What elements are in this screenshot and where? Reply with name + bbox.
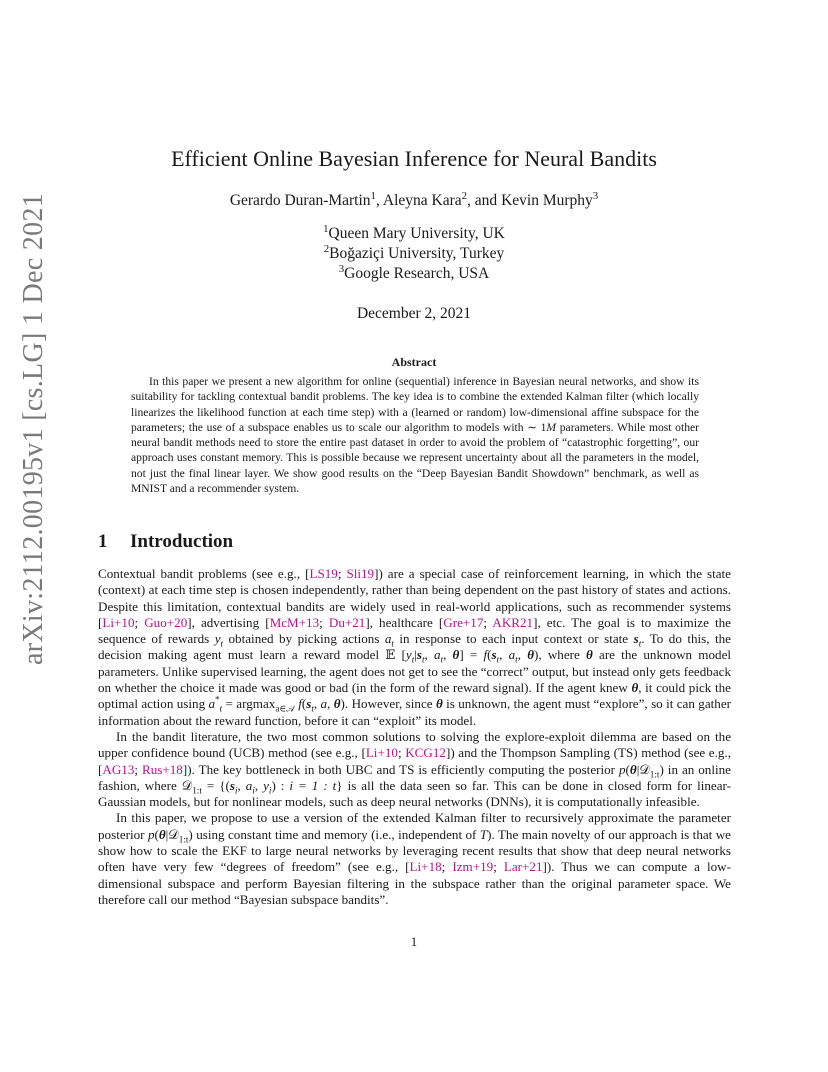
- citation-link[interactable]: LS19: [309, 566, 338, 581]
- optimal-action-equation: $a^*_t = argmax_{a\in 𝒜}$ $f(s_t$, a, θ): [208, 695, 345, 714]
- affiliation-mark: 2: [461, 189, 468, 202]
- section-heading: [98, 531, 233, 553]
- citation-link[interactable]: Guo+20: [144, 614, 188, 630]
- author-name: Kevin Murphy: [501, 192, 593, 209]
- dataset-equation: 𝒟$_{1:t}$ = {($s_i$, $a_i$, $y_i$) : i = 1 : t}: [181, 777, 343, 796]
- abstract-heading: Abstract: [391, 355, 437, 369]
- author-name: Gerardo Duran-Martin: [229, 192, 371, 209]
- citation-link[interactable]: McM+13: [269, 614, 320, 630]
- citation-link[interactable]: Rus+18: [142, 761, 183, 777]
- affiliation-list: [0, 224, 828, 284]
- affiliation-text: Queen Mary University, UK: [328, 225, 505, 242]
- citation-link[interactable]: AG13: [102, 761, 135, 777]
- abstract-text: [131, 374, 699, 496]
- affiliation-mark: 1: [323, 222, 329, 235]
- citation-link[interactable]: Li+18: [409, 859, 442, 875]
- page-number: 1: [410, 934, 418, 949]
- affiliation-text: Boğaziçi University, Turkey: [329, 245, 505, 262]
- arxiv-identifier: arXiv:2112.00195v1 [cs.LG] 1 Dec 2021: [18, 193, 49, 665]
- section-title: Introduction: [130, 531, 234, 552]
- section-number: 1: [98, 531, 108, 552]
- author-list: Gerardo Duran-Martin$^1$, Aleyna Kara$^2$, and Kevin Murphy$^3$: [229, 189, 599, 209]
- posterior-equation: p(θ|𝒟$_{1:t}$): [619, 761, 664, 780]
- reward-model-equation: 𝔼 [$y_t|s_t$, $a_t$, $\theta] = f(s_t$, $a_t$, θ): [385, 647, 539, 666]
- affiliation-mark: 2: [323, 242, 330, 255]
- citation-link[interactable]: Lar+21: [503, 859, 543, 875]
- paper-title: Efficient Online Bayesian Inference for Neural Bandits: [171, 146, 657, 171]
- citation-link[interactable]: Sli19: [346, 566, 375, 581]
- citation-link[interactable]: AKR21: [492, 614, 534, 630]
- affiliation-text: Google Research, USA: [344, 265, 490, 282]
- paragraph: Contextual bandit problems (see e.g., [LS19; Sli19]) are a special case of reinforcement learning, in which the state (context) at each time step is chosen independently, rather than being dependent on the past history of states and actions. Despite this limitation, contextual bandits are widely used in real-world applications, such as recommender systems [Li+10; Guo+20], advertising [McM+13; Du+21], healthcare [Gre+17; AKR21], etc. The goal is to maximize the sequence of rewards $y_t$ obtained by picking actions $a_t$ in response to each input context or state $s_t$. To do this, the decision making agent must learn a reward model 𝔼 [$y_t|s_t$, $a_t$, $\theta] = f(s_t$, $a_t$, θ), where θ are the unknown model parameters. Unlike supervised learning, the agent does not get to see the “correct” output, but instead only gets feedback on whether the choice it made was good or bad (in the form of the reward signal). If the agent knew θ, it could pick the optimal action using $a^*_t = argmax_{a\in 𝒜}$ $f(s_t$, a, θ). However, since θ is unknown, the agent must “explore”, so it can gather information about the reward function, before it can “exploit” its model.: [98, 566, 732, 728]
- citation-link[interactable]: Izm+19: [452, 859, 494, 875]
- abstract-segment: parameters. While most other neural bandit methods need to store the entire past dataset in order to avoid the problem of “catastrophic forgetting”, our approach uses constant memory. This is possible because we represent uncertainty about all the parameters in the model, not just the final linear layer. We show good results on the “Deep Bayesian Bandit Showdown” benchmark, as well as MNIST and a recommender system.: [131, 420, 699, 496]
- citation-link[interactable]: Du+21: [328, 614, 366, 630]
- paragraph: In this paper, we propose to use a version of the extended Kalman filter to recursively approximate the parameter posterior p(θ|𝒟$_{1:t}$) using constant time and memory (i.e., independent of T). The main novelty of our approach is that we show how to scale the EKF to large neural networks by leveraging recent results that show that deep neural networks often have very few “degrees of freedom” (see e.g., [Li+18; Izm+19; Lar+21]). Thus we can compute a low-dimensional subspace and perform Bayesian filtering in the subspace rather than the original parameter space. We therefore call our method “Bayesian subspace bandits”.: [98, 810, 731, 907]
- citation-link[interactable]: Gre+17: [443, 614, 484, 630]
- affiliation: [0, 264, 828, 284]
- citation-link[interactable]: KCG12: [405, 745, 446, 761]
- affiliation-mark: 3: [592, 189, 599, 202]
- affiliation-mark: 3: [338, 262, 345, 275]
- paragraph: In the bandit literature, the two most common solutions to solving the explore-exploit dilemma are based on the upper confidence bound (UCB) method (see e.g., [Li+10; KCG12]) and the Thompson Sampling (TS) method (see e.g., [AG13; Rus+18]). The key bottleneck in both UBC and TS is efficiently computing the posterior p(θ|𝒟$_{1:t}$) in an online fashion, where 𝒟$_{1:t}$ = {($s_i$, $a_i$, $y_i$) : i = 1 : t} is all the data seen so far. This can be done in closed form for linear-Gaussian models, but for nonlinear models, such as deep neural networks (DNNs), it is computationally infeasible.: [98, 728, 732, 810]
- paper-date: December 2, 2021: [356, 305, 472, 322]
- citation-link[interactable]: Li+10: [102, 614, 135, 630]
- abstract-segment: In this paper we present a new algorithm for online (sequential) inference in Bayesian neural networks, and show its suitability for tackling contextual bandit problems. The key idea is to combine the extended Kalman filter (which locally linearizes the likelihood function at each time step) with a (learned or random) low-dimensional affine subspace for the parameters; the use of a subspace enables us to scale our algorithm to models with ∼ 1: [131, 375, 699, 434]
- posterior-equation: p(θ|𝒟$_{1:t}$): [147, 826, 193, 845]
- affiliation: [0, 244, 828, 264]
- introduction-body: [98, 566, 731, 908]
- citation-link[interactable]: Li+10: [365, 745, 398, 761]
- affiliation: [0, 224, 828, 244]
- affiliation-mark: 1: [370, 189, 376, 202]
- author-name: Aleyna Kara: [382, 192, 462, 209]
- math-symbol: M: [546, 420, 557, 434]
